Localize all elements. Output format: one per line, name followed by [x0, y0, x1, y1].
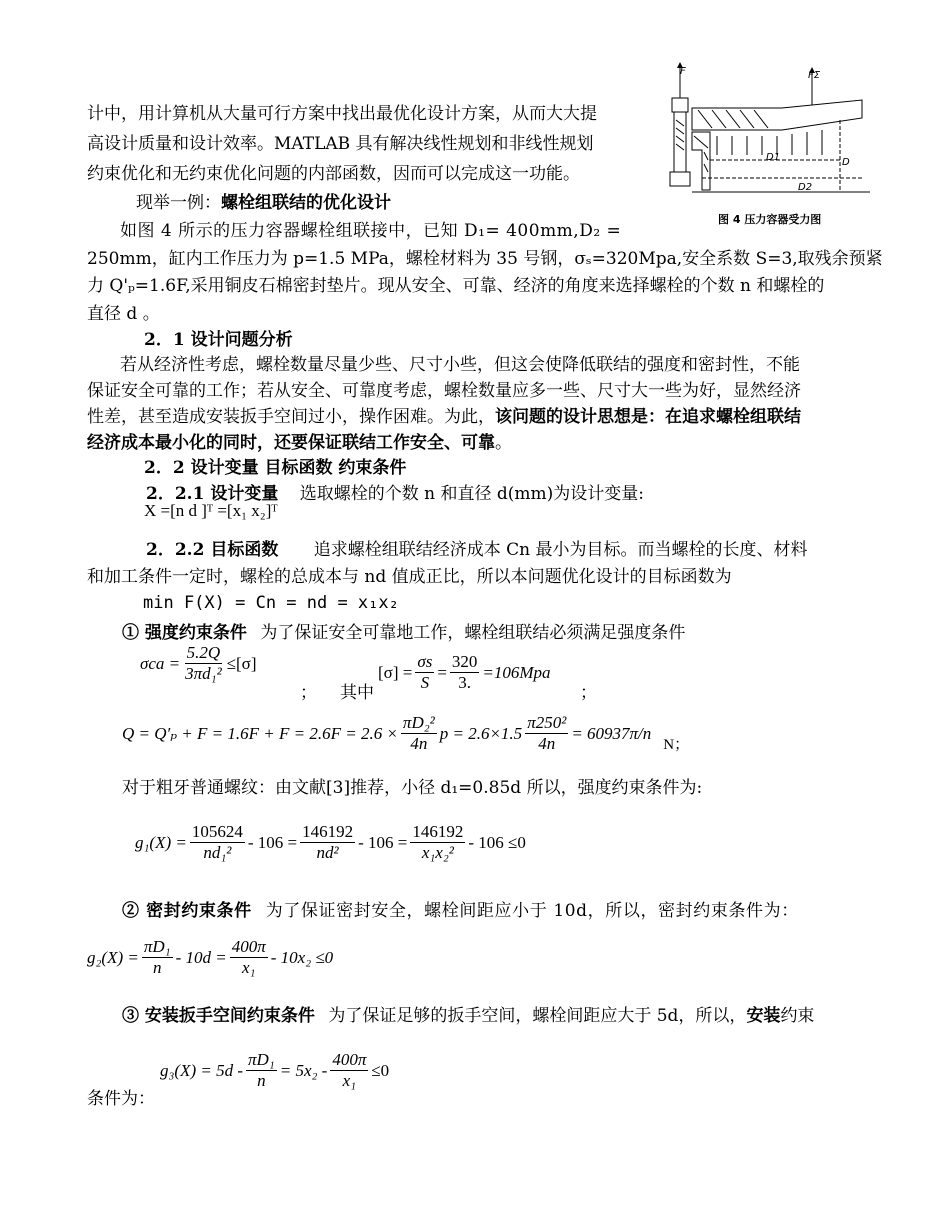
allowable-stress [378, 652, 551, 693]
q-frac-1 [401, 713, 437, 754]
allow-num-1: σs [417, 652, 433, 671]
g1-frac-3 [410, 822, 465, 863]
stress-num: 5.2Q [186, 643, 221, 662]
g2-formula [87, 937, 333, 978]
s21-line-3b: 该问题的设计思想是：在追求螺栓组联结 [495, 407, 801, 427]
g1-num-3: 146192 [412, 822, 464, 841]
g1-frac-2 [300, 822, 355, 863]
objective-function: min F(X) = Cn = nd = x₁x₂ [143, 593, 399, 613]
g3-formula [160, 1050, 389, 1091]
g1-mid-2: - 106 = [358, 832, 408, 852]
g2-frac-2 [230, 937, 268, 978]
s21-line-1: 若从经济性考虑，螺栓数量尽量少些、尺寸小些，但这会使降低联结的强度和密封性，不能 [120, 355, 800, 375]
design-vector: X =[n d ]ᵀ =[x₁ x₂]ᵀ [144, 501, 278, 520]
problem-line-4: 直径 d 。 [87, 304, 160, 324]
section-2-2-heading: 2．2 设计变量 目标函数 约束条件 [144, 458, 407, 478]
c3-text-c: 约束 [780, 1006, 815, 1026]
label-D: D [842, 157, 850, 168]
g1-den-2: nd² [316, 843, 339, 862]
allow-den-1: S [420, 673, 430, 692]
g3-frac-2 [330, 1050, 368, 1091]
stress-rhs: ≤[σ] [226, 653, 257, 673]
among-label: 其中 [340, 683, 374, 703]
s221-text: 选取螺栓的个数 n 和直径 d(mm)为设计变量: [299, 484, 645, 504]
g3-den-2: x₁ [342, 1071, 357, 1090]
g3-frac-1 [246, 1050, 277, 1091]
c1-text: 为了保证安全可靠地工作，螺栓组联结必须满足强度条件 [260, 623, 686, 643]
g3-rhs: ≤0 [371, 1060, 390, 1080]
example-line [136, 190, 391, 216]
intro-line-1: 计中，用计算机从大量可行方案中找出最优化设计方案，从而大大提 [87, 104, 597, 124]
example-prefix: 现举一例： [136, 193, 221, 213]
g2-lhs: g₂(X) = [87, 947, 139, 967]
allow-frac-2 [450, 652, 480, 693]
s221-heading: 2．2.1 设计变量 [146, 484, 279, 504]
g3-den-1: n [257, 1071, 266, 1090]
s222-text: 追求螺栓组联结经济成本 Cn 最小为目标。而当螺栓的长度、材料 [313, 540, 808, 560]
g2-rhs: - 10x₂ ≤0 [270, 947, 334, 967]
g1-den-1: nd₁² [203, 843, 232, 862]
figure-caption: 图 4 压力容器受力图 [718, 213, 822, 226]
c2-line [122, 898, 799, 924]
problem-line-2: 250mm，缸内工作压力为 p=1.5 MPa，螺栓材料为 35 号钢，σₛ=320Mpa,安全系数 S=3,取残余预紧 [87, 249, 883, 269]
sep-2: ； [580, 683, 597, 703]
q-den-2: 4n [538, 734, 556, 753]
c3-tail: 条件为： [87, 1089, 155, 1109]
q-num-1: πD₂² [402, 713, 435, 732]
c3-text-a: 为了保证足够的扳手空间，螺栓间距应大于 5d，所以， [328, 1006, 747, 1026]
g1-formula [135, 822, 526, 863]
pressure-vessel-diagram [662, 60, 880, 230]
s21-line-2: 保证安全可靠的工作；若从安全、可靠度考虑，螺栓数量应多一些、尺寸大一些为好，显然经济 [87, 381, 801, 401]
allow-frac-1 [415, 652, 434, 693]
s21-line-3 [87, 404, 801, 430]
s21-line-4 [87, 430, 512, 456]
g2-num-2: 400π [231, 937, 266, 956]
allow-den-2: 3. [458, 673, 472, 692]
s222-text-2: 和加工条件一定时，螺栓的总成本与 nd 值成正比，所以本问题优化设计的目标函数为 [87, 567, 732, 587]
g3-lhs: g₃(X) = 5d - [160, 1060, 243, 1080]
label-F: F [680, 66, 686, 77]
problem-line-3: 力 Q'ₚ=1.6F,采用铜皮石棉密封垫片。现从安全、可靠、经济的角度来选择螺栓的个数 n 和螺栓的 [87, 276, 825, 296]
q-rhs: = 60937π/n [571, 723, 652, 743]
g1-num-1: 105624 [191, 822, 243, 841]
s21-line-4b: 经济成本最小化的同时，还要保证联结工作安全、可靠 [87, 433, 495, 453]
intro-line-2: 高设计质量和设计效率。MATLAB 具有解决线性规划和非线性规划 [87, 134, 594, 154]
g2-den-2: x₁ [241, 958, 256, 977]
label-D1: D1 [766, 152, 781, 163]
g1-mid-1: - 106 = [247, 832, 298, 852]
g1-rhs: - 106 ≤0 [468, 832, 526, 852]
thread-note: 对于粗牙普通螺纹：由文献[3]推荐，小径 d₁=0.85d 所以，强度约束条件为: [122, 778, 703, 798]
g1-den-3: x₁x₂² [421, 843, 454, 862]
q-unit: N； [663, 737, 690, 753]
s222-line [146, 537, 808, 563]
s21-line-3a: 性差，甚至造成安装扳手空间过小，操作困难。为此， [87, 407, 495, 427]
g2-den-1: n [152, 958, 162, 977]
allow-lhs: [σ] = [378, 662, 413, 682]
g2-num-1: πD₁ [143, 937, 171, 956]
stress-den: 3πd₁² [185, 664, 222, 683]
allow-rhs: =106Mpa [482, 662, 551, 682]
c2-text: 为了保证密封安全，螺栓间距应小于 10d，所以，密封约束条件为： [265, 901, 799, 921]
problem-line-1: 如图 4 所示的压力容器螺栓组联接中，已知 D₁= 400mm,D₂ = [120, 221, 622, 241]
intro-line-3: 约束优化和无约束优化问题的内部函数，因而可以完成这一功能。 [87, 164, 580, 184]
g2-mid: - 10d = [175, 947, 227, 967]
q-frac-2 [525, 713, 568, 754]
c3-line [122, 1003, 814, 1029]
c3-title: ③ 安装扳手空间约束条件 [122, 1006, 315, 1026]
allow-mid: = [437, 662, 447, 682]
g3-mid: = 5x₂ - [279, 1060, 328, 1080]
q-den-1: 4n [410, 734, 428, 753]
c2-title: ② 密封约束条件 [122, 901, 252, 921]
q-num-2: π250² [527, 713, 567, 732]
g1-lhs: g₁(X) = [135, 832, 187, 852]
load-formula [122, 713, 689, 754]
allow-num-2: 320 [451, 652, 478, 671]
stress-lhs: σca = [140, 653, 181, 673]
sep-1: ； [300, 683, 317, 703]
stress-formula [140, 643, 257, 684]
g2-frac-1 [142, 937, 173, 978]
section-2-1-heading: 2．1 设计问题分析 [144, 330, 293, 350]
g1-frac-1 [190, 822, 245, 863]
s21-line-4c: 。 [495, 433, 512, 453]
pressure-vessel-figure [662, 60, 880, 230]
g3-num-1: πD₁ [248, 1050, 275, 1069]
c1-title: ① 强度约束条件 [122, 623, 247, 643]
q-mid: p = 2.6×1.5 [439, 723, 523, 743]
s222-heading: 2．2.2 目标函数 [146, 540, 279, 560]
q-lhs: Q = Q′ₚ + F = 1.6F + F = 2.6F = 2.6 × [122, 723, 398, 743]
label-FS: FΣ [808, 70, 821, 81]
g3-num-2: 400π [332, 1050, 367, 1069]
stress-fraction [183, 643, 224, 684]
example-title: 螺栓组联结的优化设计 [221, 193, 391, 213]
label-D2: D2 [798, 182, 813, 193]
c3-text-b: 安装 [746, 1006, 781, 1026]
g1-num-2: 146192 [302, 822, 354, 841]
